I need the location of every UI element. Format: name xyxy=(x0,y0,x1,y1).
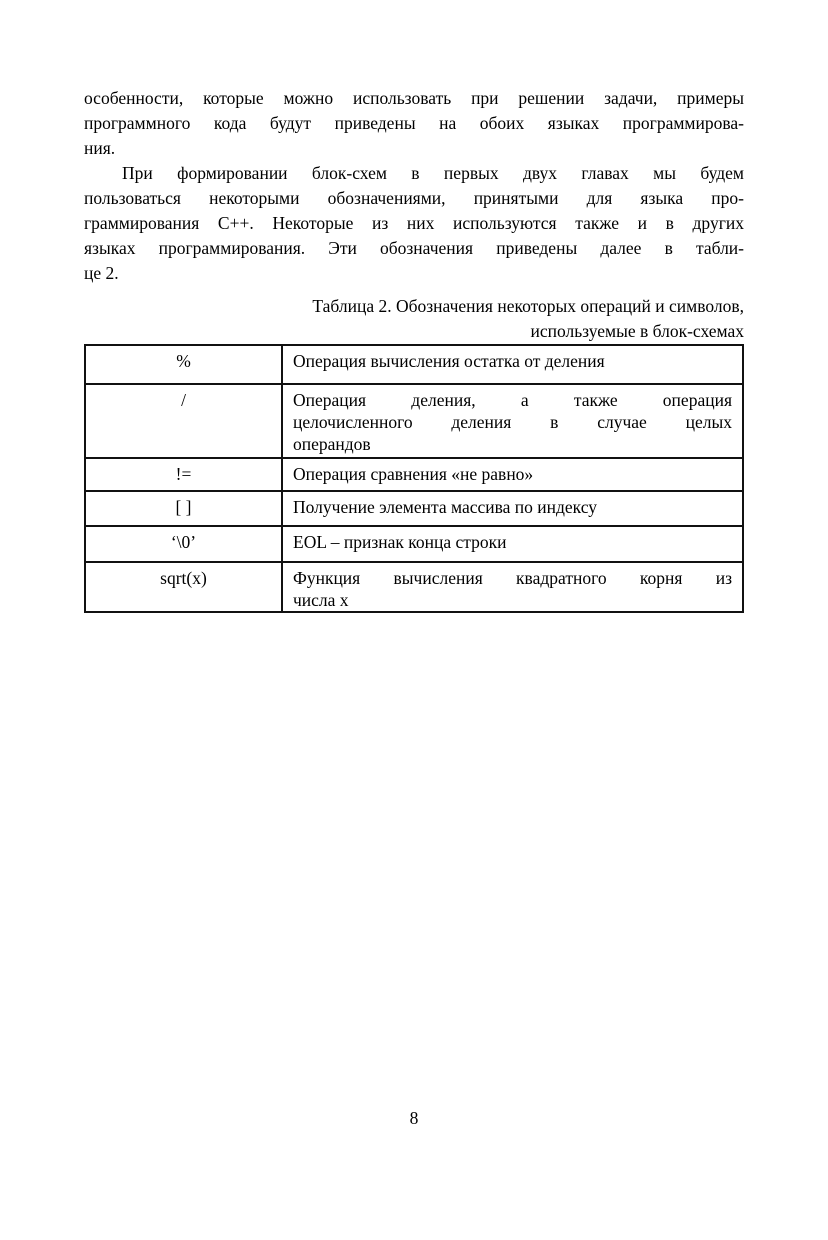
symbol-cell: / xyxy=(86,385,283,457)
table-caption xyxy=(84,294,744,344)
description-cell xyxy=(283,527,742,561)
symbol-cell: % xyxy=(86,346,283,383)
table-row xyxy=(86,383,742,457)
paragraph2-line: При формировании блок-схем в первых двух главах мы будем xyxy=(122,163,744,183)
paragraph1-line: программного кода будут приведены на обоих языках программирова- xyxy=(84,113,744,133)
page-number: 8 xyxy=(409,1108,419,1128)
table-row xyxy=(86,525,742,561)
description-cell xyxy=(283,346,742,383)
description-line: Операция сравнения «не равно» xyxy=(293,464,534,484)
symbol-cell: ‘\0’ xyxy=(86,527,283,561)
symbol-cell: != xyxy=(86,459,283,490)
paragraph2-line: це 2. xyxy=(84,263,119,283)
description-line: EOL – признак конца строки xyxy=(293,532,507,552)
table-row xyxy=(86,346,742,383)
description-line: числа x xyxy=(293,590,349,610)
paragraph2-line: пользоваться некоторыми обозначениями, принятыми для языка про- xyxy=(84,188,744,208)
paragraph2-line: языках программирования. Эти обозначения приведены далее в табли- xyxy=(84,238,744,258)
body-text xyxy=(84,86,744,286)
table-caption-line: Таблица 2. Обозначения некоторых операций и символов, xyxy=(312,296,744,316)
description-cell xyxy=(283,563,742,611)
description-cell xyxy=(283,492,742,525)
paragraph2-line: граммирования C++. Некоторые из них используются также и в других xyxy=(84,213,744,233)
description-cell xyxy=(283,459,742,490)
description-line: Функция вычисления квадратного корня из xyxy=(293,568,732,588)
description-line: Операция деления, а также операция xyxy=(293,390,732,410)
paragraph1-line: особенности, которые можно использовать при решении задачи, примеры xyxy=(84,88,744,108)
table-row xyxy=(86,561,742,611)
description-line: целочисленного деления в случае целых xyxy=(293,412,732,432)
symbol-cell: [ ] xyxy=(86,492,283,525)
description-line: Операция вычисления остатка от деления xyxy=(293,351,605,371)
symbols-table xyxy=(84,344,744,613)
paragraph1-line: ния. xyxy=(84,138,116,158)
description-line: Получение элемента массива по индексу xyxy=(293,497,598,517)
symbol-cell: sqrt(x) xyxy=(86,563,283,611)
description-cell xyxy=(283,385,742,457)
table-caption-line: используемые в блок-схемах xyxy=(530,321,744,341)
table-row xyxy=(86,490,742,525)
description-line: операндов xyxy=(293,434,371,454)
table-row xyxy=(86,457,742,490)
